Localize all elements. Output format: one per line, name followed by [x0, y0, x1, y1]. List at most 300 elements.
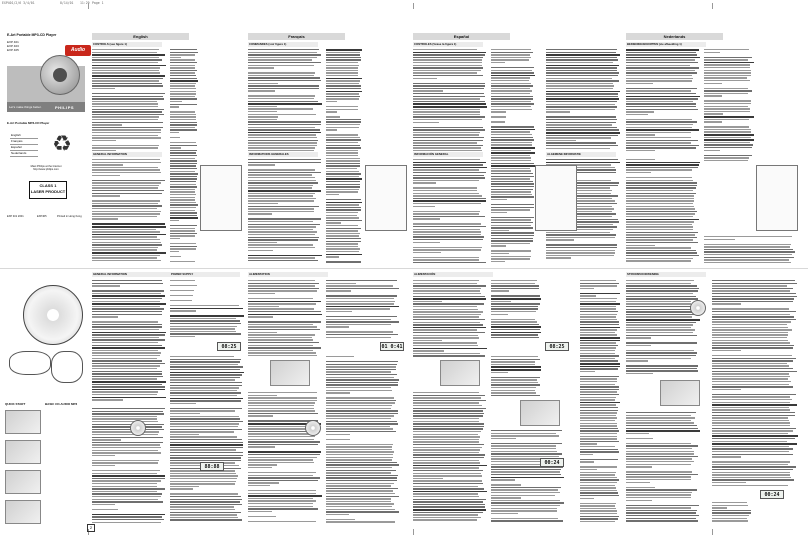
text-line: [92, 75, 165, 77]
text-line: [170, 310, 196, 311]
text-line: [712, 479, 794, 480]
text-line: [491, 456, 559, 457]
text-line: [326, 49, 362, 51]
text-line: [413, 285, 486, 286]
text-line: [580, 443, 597, 444]
text-line: [248, 347, 321, 348]
text-line: [712, 461, 790, 462]
text-line: [248, 208, 314, 209]
text-line: [413, 96, 485, 97]
text-line: [580, 451, 619, 452]
text-line: [491, 435, 559, 436]
text-line: [326, 439, 350, 440]
text-line: [413, 350, 444, 351]
text-line: [413, 72, 477, 73]
text-line: [491, 283, 535, 284]
text-line: [413, 67, 483, 68]
text-line: [92, 365, 160, 366]
text-line: [248, 164, 275, 165]
text-line: [248, 337, 312, 338]
text-line: [546, 59, 618, 60]
text-line: [92, 480, 161, 481]
text-line: [704, 95, 722, 96]
lcd-display: 00:24: [540, 458, 564, 467]
text-line: [413, 54, 485, 55]
text-line: [248, 169, 315, 170]
text-line: [413, 397, 481, 398]
text-line: [580, 513, 617, 514]
text-line: [626, 255, 699, 256]
text-line: [491, 474, 561, 475]
text-line: [92, 332, 166, 334]
step-image: [5, 500, 41, 524]
text-line: [413, 93, 484, 94]
text-line: [491, 160, 531, 161]
text-line: [92, 516, 162, 517]
text-line: [326, 374, 397, 375]
text-line: [712, 399, 792, 400]
text-line: [413, 259, 479, 260]
text-line: [546, 127, 617, 128]
text-line: [491, 366, 541, 368]
text-line: [546, 159, 618, 160]
text-line: [491, 103, 534, 104]
text-line: [413, 101, 485, 102]
text-line: [546, 83, 613, 84]
text-line: [704, 108, 750, 109]
text-line: [413, 234, 481, 235]
column-title-nl: Nederlands: [626, 33, 723, 40]
text-line: [248, 147, 315, 148]
text-line: [248, 503, 313, 504]
text-line: [326, 467, 392, 468]
text-line: [92, 172, 161, 173]
text-line: [248, 436, 315, 437]
text-line: [92, 326, 162, 327]
text-line: [92, 54, 165, 56]
text-line: [491, 487, 561, 488]
text-line: [626, 518, 696, 519]
text-line: [626, 258, 693, 259]
text-line: [580, 327, 620, 329]
text-line: [326, 397, 394, 398]
text-line: [491, 250, 531, 251]
text-line: [170, 49, 197, 50]
text-line: [580, 498, 594, 499]
text-line: [413, 231, 481, 232]
figure-box: [756, 165, 798, 231]
text-line: [92, 285, 120, 286]
recycle-icon: ♻: [52, 131, 72, 156]
text-line: [413, 85, 485, 86]
text-line: [92, 350, 158, 351]
text-line: [413, 280, 479, 281]
text-line: [326, 306, 399, 308]
text-line: [92, 150, 116, 151]
text-line: [491, 222, 533, 223]
text-line: [326, 364, 397, 365]
text-line: [170, 356, 234, 357]
text-line: [92, 413, 164, 414]
text-line: [580, 485, 615, 486]
text-line: [326, 321, 399, 322]
text-line: [326, 426, 390, 427]
text-line: [92, 486, 157, 487]
text-line: [712, 301, 793, 302]
crop-mark: [413, 529, 414, 535]
text-line: [248, 57, 317, 58]
text-line: [170, 173, 198, 174]
text-line: [248, 329, 320, 330]
text-line: [248, 402, 315, 403]
text-line: [413, 106, 487, 108]
text-line: [491, 77, 530, 78]
text-line: [248, 226, 316, 227]
text-line: [92, 252, 166, 254]
text-line: [170, 150, 197, 151]
text-line: [626, 234, 695, 235]
text-line: [170, 514, 237, 515]
text-line: [491, 489, 558, 490]
text-line: [326, 444, 393, 445]
text-line: [491, 57, 531, 58]
text-line: [413, 395, 485, 396]
text-line: [248, 332, 277, 333]
text-line: [92, 452, 161, 453]
text-line: [248, 101, 318, 102]
text-line: [326, 101, 337, 102]
text-line: [326, 319, 391, 320]
text-line: [326, 418, 391, 419]
text-line: [413, 62, 482, 63]
text-line: [248, 400, 317, 401]
text-line: [92, 306, 160, 307]
text-line: [491, 510, 557, 511]
text-line: [626, 142, 691, 143]
text-line: [326, 152, 358, 153]
text-line: [248, 255, 322, 257]
text-line: [491, 448, 556, 449]
text-line: [170, 506, 234, 507]
text-line: [326, 194, 339, 195]
text-line: [92, 244, 162, 245]
text-line: [326, 509, 395, 510]
text-line: [92, 337, 159, 338]
text-line: [248, 180, 316, 181]
text-line: [580, 441, 619, 442]
text-line: [248, 345, 313, 346]
text-line: [626, 461, 694, 462]
text-line: [580, 376, 619, 377]
text-line: [92, 483, 157, 484]
text-line: [92, 475, 165, 477]
text-line: [626, 510, 697, 511]
text-line: [326, 83, 359, 84]
text-line: [413, 187, 477, 188]
text-line: [413, 402, 479, 403]
text-line: [491, 173, 533, 174]
text-line: [626, 507, 691, 508]
text-line: [704, 111, 750, 112]
text-line: [170, 142, 196, 143]
text-line: [704, 77, 747, 78]
text-line: [626, 109, 698, 110]
text-line: [491, 387, 536, 388]
text-line: [92, 384, 162, 385]
text-line: [92, 381, 166, 383]
text-line: [170, 199, 195, 200]
text-line: [248, 206, 319, 207]
text-line: [413, 449, 480, 450]
text-line: [491, 520, 563, 521]
text-line: [580, 350, 615, 351]
text-line: [712, 402, 790, 403]
text-line: [626, 368, 697, 369]
text-line: [413, 52, 486, 54]
text-line: [626, 309, 697, 310]
text-line: [413, 501, 483, 502]
text-line: [248, 250, 273, 251]
text-line: [170, 509, 235, 510]
text-line: [92, 187, 158, 188]
text-line: [413, 512, 483, 513]
text-line: [626, 301, 691, 302]
section-power-fr: ALIMENTATION: [248, 272, 328, 277]
text-line: [413, 342, 477, 343]
text-line: [491, 168, 530, 169]
text-line: [626, 487, 655, 488]
text-line: [491, 194, 532, 195]
text-line: [491, 453, 562, 454]
text-line: [170, 408, 242, 409]
text-line: [546, 237, 615, 238]
text-line: [92, 473, 157, 474]
footer-printed: Printed in Hong Kong: [57, 215, 82, 218]
text-line: [413, 57, 483, 58]
text-line: [170, 197, 195, 198]
text-line: [248, 213, 272, 214]
text-line: [580, 423, 617, 424]
text-line: [92, 416, 157, 417]
text-line: [580, 283, 619, 284]
text-line: [546, 252, 615, 253]
text-line: [580, 303, 620, 305]
footer-model: EXP405: [37, 215, 47, 218]
text-line: [92, 342, 158, 343]
text-line: [92, 260, 161, 261]
text-line: [413, 496, 479, 497]
text-line: [92, 185, 159, 186]
text-line: [580, 329, 617, 330]
text-line: [626, 150, 655, 151]
text-line: [580, 459, 618, 460]
text-line: [248, 257, 315, 258]
text-line: [580, 391, 617, 392]
text-line: [170, 331, 236, 332]
text-line: [712, 355, 792, 356]
text-line: [413, 162, 486, 164]
text-line: [170, 369, 240, 370]
text-line: [626, 129, 699, 131]
text-line: [413, 83, 485, 84]
text-line: [712, 347, 793, 348]
text-line: [704, 67, 750, 68]
text-line: [413, 59, 482, 60]
text-line: [580, 454, 593, 455]
text-line: [491, 235, 534, 236]
text-line: [491, 295, 540, 296]
text-line: [248, 457, 317, 458]
text-line: [248, 339, 313, 340]
text-line: [580, 430, 619, 431]
text-line: [326, 503, 394, 504]
text-line: [413, 142, 477, 143]
text-line: [413, 223, 481, 224]
text-line: [491, 326, 541, 328]
text-line: [626, 350, 694, 351]
text-line: [491, 155, 530, 156]
text-line: [413, 431, 481, 432]
text-line: [491, 227, 533, 228]
text-line: [326, 408, 391, 409]
text-line: [546, 54, 620, 56]
text-line: [170, 493, 238, 494]
text-line: [170, 305, 239, 306]
text-line: [704, 75, 751, 76]
text-line: [712, 308, 789, 309]
text-line: [580, 347, 616, 348]
text-line: [413, 218, 440, 219]
text-line: [712, 376, 790, 377]
text-line: [580, 479, 619, 480]
text-line: [491, 54, 530, 55]
text-line: [170, 517, 238, 518]
text-line: [491, 96, 533, 97]
text-line: [491, 334, 538, 335]
text-line: [92, 460, 159, 461]
text-line: [580, 378, 617, 379]
text-line: [712, 394, 796, 395]
text-line: [580, 490, 617, 491]
text-line: [413, 206, 435, 207]
text-line: [712, 464, 788, 465]
column-title-es: Español: [413, 33, 510, 40]
text-line: [626, 479, 691, 480]
text-line: [170, 191, 195, 192]
text-line: [92, 218, 118, 219]
text-line: [546, 70, 617, 71]
text-line: [626, 360, 648, 361]
text-line: [580, 503, 616, 504]
text-line: [626, 453, 694, 454]
figure-box: [535, 165, 577, 231]
text-line: [704, 147, 752, 148]
text-line: [170, 418, 240, 419]
text-line: [326, 233, 360, 234]
text-line: [92, 239, 160, 240]
text-line: [491, 243, 530, 244]
text-line: [248, 234, 315, 235]
text-line: [326, 209, 361, 210]
text-line: [326, 93, 359, 94]
text-line: [170, 285, 197, 286]
text-line: [170, 70, 197, 71]
text-line: [491, 500, 560, 501]
text-line: [413, 198, 486, 199]
text-line: [170, 308, 243, 310]
text-line: [580, 461, 594, 462]
print-page: Page 1: [92, 1, 104, 5]
text-line: [413, 470, 483, 471]
text-line: [491, 382, 538, 383]
text-line: [580, 371, 595, 372]
text-line: [92, 72, 160, 73]
text-line: [326, 377, 394, 378]
text-line: [546, 234, 616, 235]
text-line: [580, 358, 615, 359]
text-line: [413, 180, 479, 181]
text-line: [92, 421, 158, 422]
section-controls-en: CONTROLS (see figure 1): [92, 42, 162, 47]
text-line: [170, 246, 197, 247]
text-line: [170, 336, 195, 337]
illustration: [270, 360, 310, 386]
text-line: [248, 477, 320, 478]
text-line: [248, 395, 277, 396]
text-line: [92, 437, 163, 438]
text-line: [546, 109, 615, 110]
text-line: [92, 93, 165, 94]
text-line: [248, 506, 313, 507]
text-line: [546, 140, 576, 141]
text-line: [491, 126, 534, 127]
text-line: [326, 410, 398, 411]
text-line: [626, 200, 694, 201]
text-line: [170, 486, 199, 487]
text-line: [580, 316, 616, 317]
footer-code: EXP 401 2001: [7, 215, 24, 218]
text-line: [248, 218, 321, 219]
remote-cable: [51, 351, 83, 383]
text-line: [170, 300, 192, 301]
text-line: [413, 114, 480, 115]
text-line: [491, 390, 535, 391]
text-line: [326, 168, 357, 169]
text-line: [170, 178, 197, 179]
text-line: [92, 208, 157, 209]
text-line: [413, 249, 481, 250]
text-line: [170, 163, 197, 164]
text-line: [413, 242, 440, 243]
text-line: [626, 137, 691, 138]
text-line: [704, 121, 722, 122]
text-line: [92, 203, 158, 204]
basic-cd-title: BASIC CD-AUDIO MP3: [45, 402, 78, 406]
text-line: [712, 409, 790, 410]
text-line: [626, 445, 698, 446]
text-line: [326, 446, 392, 447]
text-line: [704, 155, 752, 156]
text-line: [170, 488, 193, 489]
text-line: [626, 111, 654, 112]
page-number: 2: [87, 524, 95, 532]
text-line: [491, 321, 537, 322]
text-line: [413, 226, 486, 227]
text-line: [491, 513, 518, 514]
text-line: [248, 306, 279, 307]
text-line: [170, 57, 181, 58]
text-line: [170, 374, 242, 375]
